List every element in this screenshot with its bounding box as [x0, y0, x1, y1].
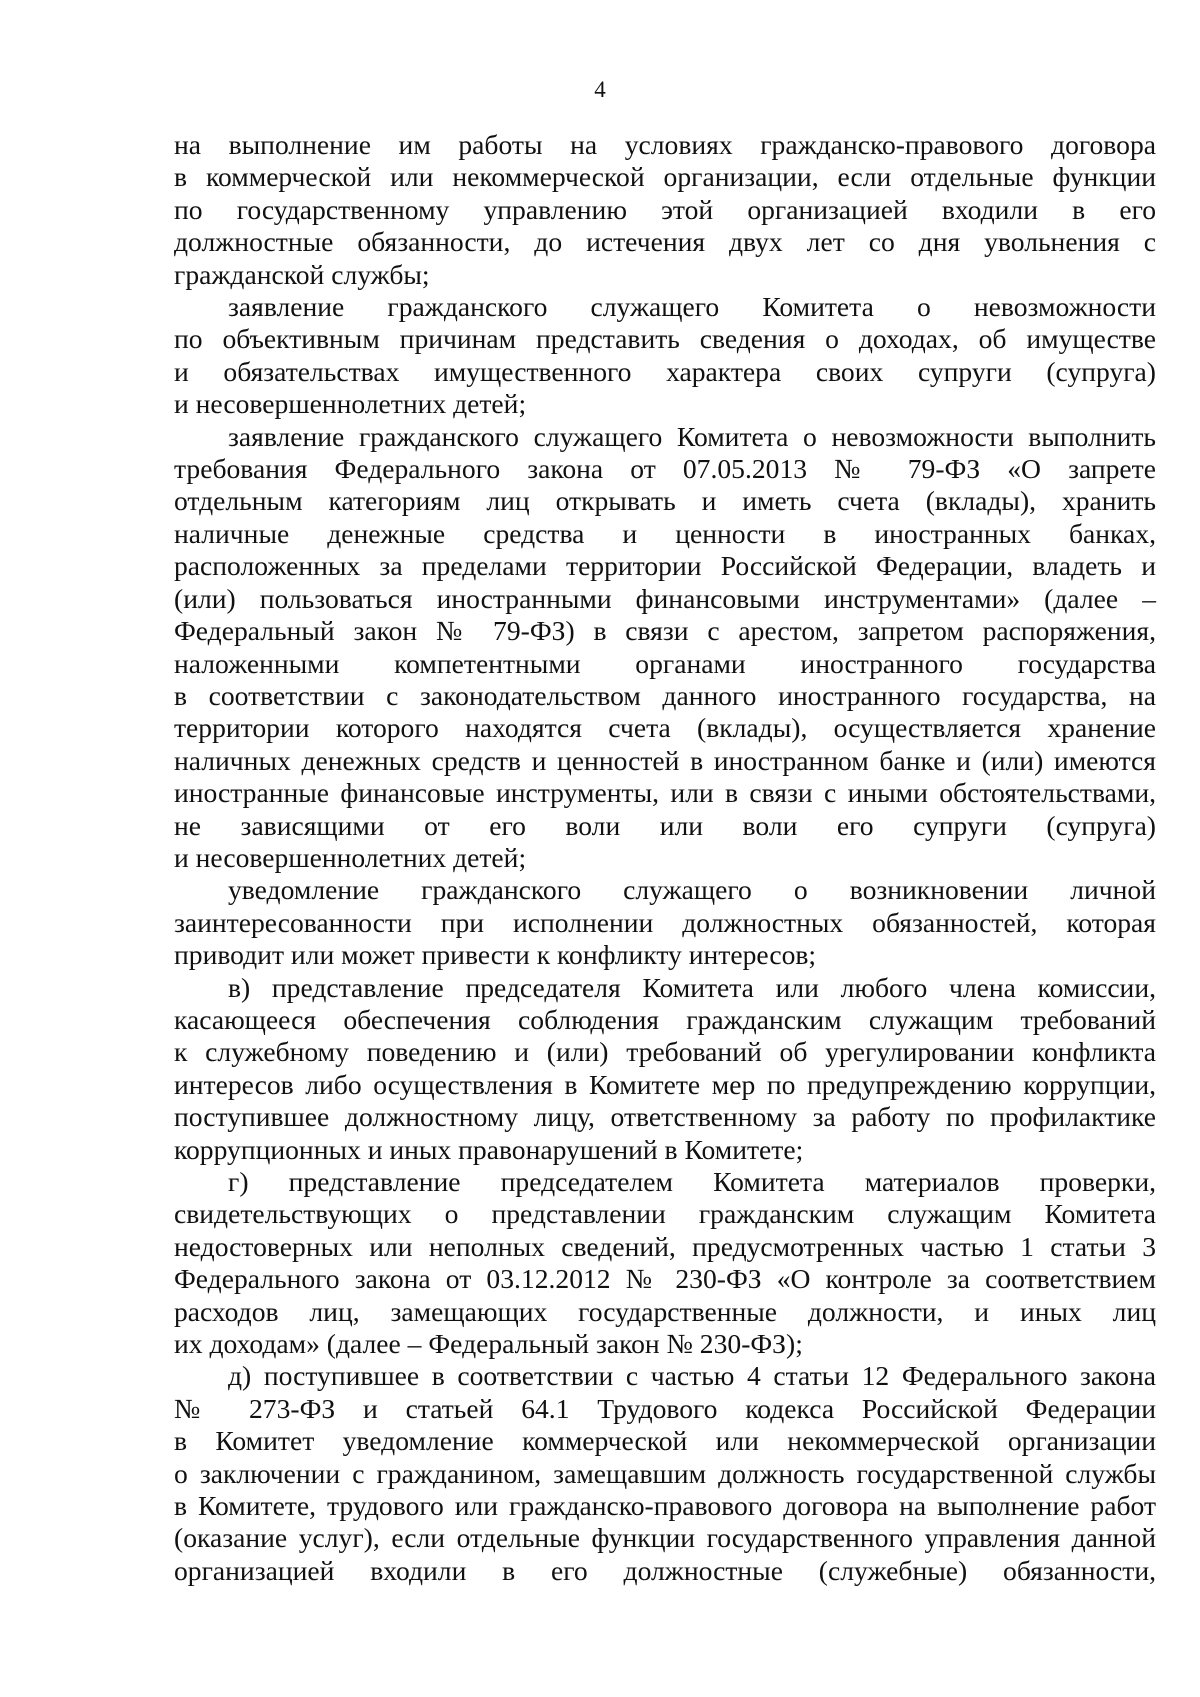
text-line: приводит или может привести к конфликту интересов; — [174, 939, 817, 971]
text-line: д) поступившее в соответствии с частью 4 статьи 12 Федерального закона — [228, 1360, 1156, 1392]
text-line: Федеральный закон № 79-ФЗ) в связи с арестом, запретом распоряжения, — [174, 615, 1156, 647]
text-line: организацией входили в его должностные (служебные) обязанности, — [174, 1554, 1156, 1586]
text-line: заявление гражданского служащего Комитета о невозможности выполнить — [228, 420, 1156, 452]
text-line: уведомление гражданского служащего о возникновении личной — [228, 874, 1156, 906]
paragraph — [174, 129, 1156, 291]
text-line: касающееся обеспечения соблюдения гражданским служащим требований — [174, 1003, 1156, 1035]
text-line: не зависящими от его воли или воли его супруги (супруга) — [174, 809, 1156, 841]
text-line: расположенных за пределами территории Российской Федерации, владеть и — [174, 550, 1156, 582]
text-line: наличные денежные средства и ценности в иностранных банках, — [174, 517, 1156, 549]
text-line: Федерального закона от 03.12.2012 № 230-ФЗ «О контроле за соответствием — [174, 1263, 1156, 1295]
text-line: к служебному поведению и (или) требований об урегулировании конфликта — [174, 1036, 1156, 1068]
text-line: недостоверных или неполных сведений, предусмотренных частью 1 статьи 3 — [174, 1230, 1156, 1262]
text-line: заинтересованности при исполнении должностных обязанностей, которая — [174, 906, 1156, 938]
text-line: и несовершеннолетних детей; — [174, 388, 527, 420]
text-line: наложенными компетентными органами иностранного государства — [174, 647, 1156, 679]
paragraph — [174, 291, 1156, 421]
document-body — [174, 129, 1156, 1587]
text-line: поступившее должностному лицу, ответственному за работу по профилактике — [174, 1101, 1156, 1133]
text-line: отдельным категориям лиц открывать и иметь счета (вклады), хранить — [174, 485, 1156, 517]
text-line: в соответствии с законодательством данного иностранного государства, на — [174, 679, 1156, 711]
paragraph — [174, 1166, 1156, 1360]
paragraph — [174, 421, 1156, 875]
paragraph — [174, 972, 1156, 1166]
text-line: иностранные финансовые инструменты, или в связи с иными обстоятельствами, — [174, 777, 1156, 809]
text-line: в Комитете, трудового или гражданско-правового договора на выполнение работ — [174, 1490, 1156, 1522]
text-line: гражданской службы; — [174, 258, 430, 290]
text-line: (или) пользоваться иностранными финансовыми инструментами» (далее – — [174, 582, 1156, 614]
text-line: и несовершеннолетних детей; — [174, 841, 527, 873]
text-line: в коммерческой или некоммерческой организации, если отдельные функции — [174, 161, 1156, 193]
text-line: интересов либо осуществления в Комитете мер по предупреждению коррупции, — [174, 1068, 1156, 1100]
text-line: (оказание услуг), если отдельные функции государственного управления данной — [174, 1522, 1156, 1554]
text-line: требования Федерального закона от 07.05.2013 № 79-ФЗ «О запрете — [174, 453, 1156, 485]
text-line: по объективным причинам представить сведения о доходах, об имуществе — [174, 323, 1156, 355]
text-line: по государственному управлению этой организацией входили в его — [174, 193, 1156, 225]
text-line: территории которого находятся счета (вклады), осуществляется хранение — [174, 712, 1156, 744]
text-line: в Комитет уведомление коммерческой или некоммерческой организации — [174, 1425, 1156, 1457]
text-line: коррупционных и иных правонарушений в Комитете; — [174, 1133, 804, 1165]
text-line: заявление гражданского служащего Комитета о невозможности — [228, 291, 1156, 323]
text-line: их доходам» (далее – Федеральный закон № 230-ФЗ); — [174, 1328, 803, 1360]
text-line: свидетельствующих о представлении гражданским служащим Комитета — [174, 1198, 1156, 1230]
paragraph — [174, 874, 1156, 971]
text-line: должностные обязанности, до истечения двух лет со дня увольнения с — [174, 226, 1156, 258]
page-number: 4 — [594, 77, 606, 102]
text-line: № 273-ФЗ и статьей 64.1 Трудового кодекса Российской Федерации — [174, 1392, 1156, 1424]
text-line: на выполнение им работы на условиях гражданско-правового договора — [174, 129, 1156, 160]
text-line: и обязательствах имущественного характера своих супруги (супруга) — [174, 355, 1156, 387]
text-line: расходов лиц, замещающих государственные должности, и иных лиц — [174, 1295, 1156, 1327]
text-line: г) представление председателем Комитета материалов проверки, — [228, 1166, 1156, 1197]
text-line: наличных денежных средств и ценностей в иностранном банке и (или) имеются — [174, 744, 1156, 776]
text-line: в) представление председателя Комитета или любого члена комиссии, — [228, 971, 1156, 1003]
paragraph — [174, 1360, 1156, 1587]
text-line: о заключении с гражданином, замещавшим должность государственной службы — [174, 1457, 1156, 1489]
